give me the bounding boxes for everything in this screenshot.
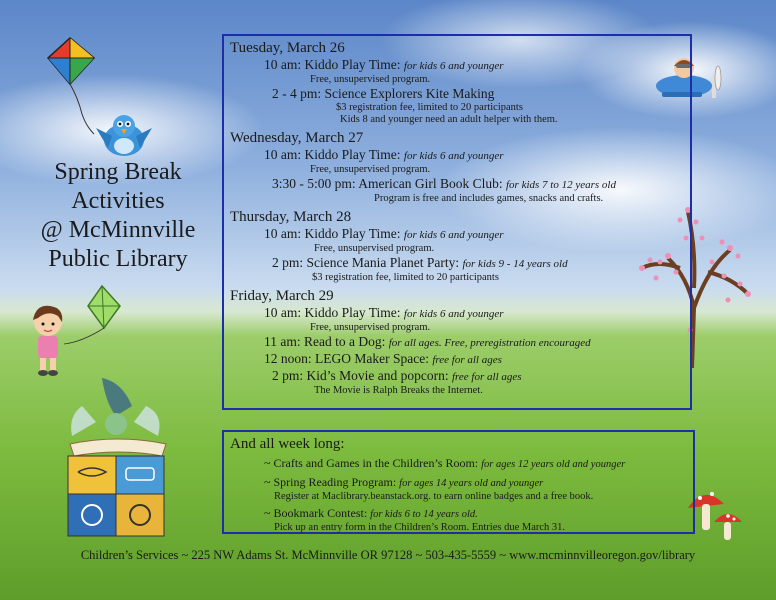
day-section: [230, 130, 684, 205]
week-item-audience: for kids 6 to 14 years old.: [370, 509, 478, 520]
event-line: [230, 226, 684, 243]
event-note: The Movie is Ralph Breaks the Internet.: [314, 385, 483, 396]
week-title: And all week long:: [230, 436, 345, 452]
bird-icon: [88, 108, 158, 162]
event-label: 10 am: Kiddo Play Time:: [264, 226, 401, 241]
event-audience: free for all ages: [451, 371, 522, 383]
day-title: Tuesday, March 26: [230, 40, 345, 56]
event-label: 12 noon: LEGO Maker Space:: [264, 351, 429, 366]
event-label: 10 am: Kiddo Play Time:: [264, 305, 401, 320]
title-line: Activities: [71, 188, 165, 214]
week-item-note: Register at Maclibrary.beanstack.org. to earn online badges and a free book.: [274, 491, 594, 502]
schedule-box: [222, 34, 692, 410]
day-title: Wednesday, March 27: [230, 130, 364, 146]
event-line: [230, 334, 684, 351]
event-label: 2 pm: Science Mania Planet Party:: [272, 255, 460, 270]
day-section: [230, 288, 684, 397]
event-line: [230, 147, 684, 164]
event-line: [230, 57, 684, 74]
event-audience: for kids 9 - 14 years old: [462, 258, 568, 270]
week-item-label: ~ Spring Reading Program:: [264, 475, 397, 489]
title-line: Spring Break: [54, 159, 182, 185]
day-title: Thursday, March 28: [230, 209, 352, 225]
week-item-audience: for ages 14 years old and younger: [399, 478, 544, 489]
week-item: [230, 506, 687, 522]
event-note: Free, unsupervised program.: [310, 322, 431, 333]
event-audience: for kids 6 and younger: [403, 308, 504, 320]
event-note: Free, unsupervised program.: [310, 74, 431, 85]
event-label: 2 pm: Kid’s Movie and popcorn:: [272, 368, 449, 383]
day-title: Friday, March 29: [230, 288, 334, 304]
week-item-note: Pick up an entry form in the Children’s Room. Entries due March 31.: [274, 522, 566, 533]
event-audience: for kids 7 to 12 years old: [505, 179, 616, 191]
event-audience: for kids 6 and younger: [403, 150, 504, 162]
event-line: [230, 255, 684, 272]
event-label: 2 - 4 pm: Science Explorers Kite Making: [272, 86, 495, 101]
event-label: 10 am: Kiddo Play Time:: [264, 147, 401, 162]
event-note: Free, unsupervised program.: [314, 243, 435, 254]
week-item-audience: for ages 12 years old and younger: [481, 459, 626, 470]
event-line: [230, 176, 684, 193]
week-item-label: ~ Crafts and Games in the Children’s Room:: [264, 456, 479, 470]
event-audience: for kids 6 and younger: [403, 229, 504, 241]
all-week-box: [222, 430, 695, 534]
event-label: 3:30 - 5:00 pm: American Girl Book Club:: [272, 176, 503, 191]
event-note: Free, unsupervised program.: [310, 164, 431, 175]
event-line: [230, 368, 684, 385]
event-audience: free for all ages: [432, 354, 502, 366]
week-item-label: ~ Bookmark Contest:: [264, 506, 368, 520]
title-line: @ McMinnville: [40, 217, 196, 243]
week-item: [230, 456, 687, 472]
event-note: Kids 8 and younger need an adult helper with them.: [340, 114, 558, 125]
day-section: [230, 40, 684, 126]
event-note: $3 registration fee, limited to 20 participants: [312, 272, 499, 283]
event-line: [230, 86, 684, 102]
title-line: Public Library: [48, 246, 188, 272]
event-audience: for all ages. Free, preregistration encouraged: [388, 337, 591, 349]
footer-contact: Children’s Services ~ 225 NW Adams St. McMinnville OR 97128 ~ 503-435-5559 ~ www.mcminnvilleoregon.gov/library: [80, 548, 696, 562]
event-label: 11 am: Read to a Dog:: [264, 334, 386, 349]
event-note: $3 registration fee, limited to 20 participants: [336, 102, 523, 113]
event-line: [230, 305, 684, 322]
week-item: [230, 475, 687, 491]
page-title: [20, 158, 216, 274]
fairy-book-icon: [62, 376, 174, 540]
day-section: [230, 209, 684, 284]
event-line: [230, 351, 684, 368]
event-label: 10 am: Kiddo Play Time:: [264, 57, 401, 72]
girl-with-kite-icon: [22, 284, 132, 376]
event-audience: for kids 6 and younger: [403, 60, 504, 72]
event-note: Program is free and includes games, snacks and crafts.: [374, 193, 604, 204]
